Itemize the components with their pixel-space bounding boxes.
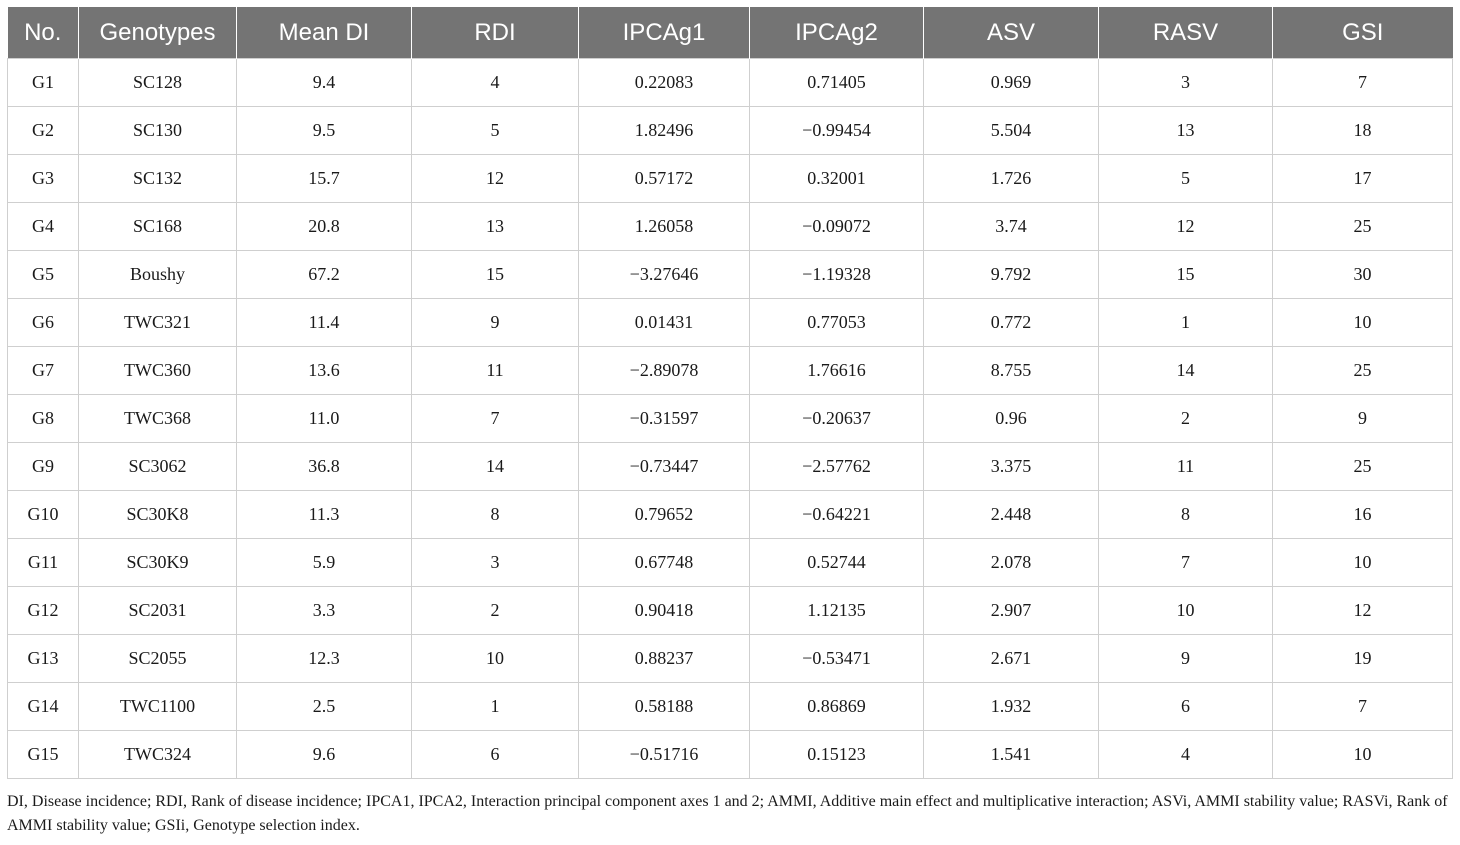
cell-ipcag1: −0.31597 — [579, 395, 750, 443]
cell-genotype: SC132 — [79, 155, 237, 203]
cell-ipcag2: −0.20637 — [750, 395, 924, 443]
table-footnote: DI, Disease incidence; RDI, Rank of disease incidence; IPCA1, IPCA2, Interaction principal component axes 1 and 2; AMMI, Additive main effect and multiplicative interaction; ASVi, AMMI stability value; RASVi, Rank of AMMI stability value; GSIi, Genotype selection index. — [7, 793, 1448, 834]
cell-asv: 0.772 — [924, 299, 1099, 347]
cell-genotype: TWC321 — [79, 299, 237, 347]
cell-mean-di: 5.9 — [237, 539, 412, 587]
header-no: No. — [8, 7, 79, 59]
cell-mean-di: 20.8 — [237, 203, 412, 251]
cell-genotype: TWC360 — [79, 347, 237, 395]
cell-genotype: SC30K8 — [79, 491, 237, 539]
cell-asv: 5.504 — [924, 107, 1099, 155]
cell-asv: 2.448 — [924, 491, 1099, 539]
cell-no: G9 — [8, 443, 79, 491]
header-rasv: RASV — [1099, 7, 1273, 59]
cell-rdi: 13 — [412, 203, 579, 251]
cell-rasv: 5 — [1099, 155, 1273, 203]
cell-rdi: 1 — [412, 683, 579, 731]
cell-ipcag2: 0.86869 — [750, 683, 924, 731]
cell-gsi: 10 — [1273, 731, 1453, 779]
cell-asv: 2.907 — [924, 587, 1099, 635]
cell-ipcag2: 0.15123 — [750, 731, 924, 779]
cell-genotype: TWC324 — [79, 731, 237, 779]
cell-gsi: 19 — [1273, 635, 1453, 683]
cell-asv: 0.969 — [924, 59, 1099, 107]
cell-genotype: SC2031 — [79, 587, 237, 635]
data-table-container — [7, 7, 1452, 779]
cell-asv: 9.792 — [924, 251, 1099, 299]
cell-no: G6 — [8, 299, 79, 347]
cell-rdi: 7 — [412, 395, 579, 443]
cell-rasv: 6 — [1099, 683, 1273, 731]
cell-genotype: SC130 — [79, 107, 237, 155]
cell-no: G11 — [8, 539, 79, 587]
cell-rasv: 15 — [1099, 251, 1273, 299]
cell-gsi: 25 — [1273, 347, 1453, 395]
cell-mean-di: 11.3 — [237, 491, 412, 539]
table-row — [8, 251, 1453, 299]
cell-rdi: 3 — [412, 539, 579, 587]
cell-ipcag2: −0.64221 — [750, 491, 924, 539]
cell-rdi: 12 — [412, 155, 579, 203]
header-gsi: GSI — [1273, 7, 1453, 59]
table-row — [8, 395, 1453, 443]
cell-ipcag1: 1.82496 — [579, 107, 750, 155]
cell-gsi: 17 — [1273, 155, 1453, 203]
table-row — [8, 443, 1453, 491]
cell-gsi: 12 — [1273, 587, 1453, 635]
cell-gsi: 7 — [1273, 683, 1453, 731]
cell-genotype: SC30K9 — [79, 539, 237, 587]
cell-mean-di: 15.7 — [237, 155, 412, 203]
cell-ipcag2: 1.12135 — [750, 587, 924, 635]
table-row — [8, 731, 1453, 779]
cell-rdi: 8 — [412, 491, 579, 539]
cell-genotype: Boushy — [79, 251, 237, 299]
cell-ipcag1: 0.88237 — [579, 635, 750, 683]
cell-rasv: 9 — [1099, 635, 1273, 683]
cell-mean-di: 9.5 — [237, 107, 412, 155]
cell-mean-di: 9.4 — [237, 59, 412, 107]
cell-no: G2 — [8, 107, 79, 155]
cell-no: G3 — [8, 155, 79, 203]
table-row — [8, 107, 1453, 155]
cell-gsi: 10 — [1273, 539, 1453, 587]
cell-ipcag1: −2.89078 — [579, 347, 750, 395]
cell-rasv: 3 — [1099, 59, 1273, 107]
cell-asv: 3.375 — [924, 443, 1099, 491]
cell-ipcag2: −1.19328 — [750, 251, 924, 299]
cell-ipcag1: 0.01431 — [579, 299, 750, 347]
header-mean-di: Mean DI — [237, 7, 412, 59]
cell-ipcag1: 1.26058 — [579, 203, 750, 251]
cell-asv: 2.078 — [924, 539, 1099, 587]
cell-rasv: 12 — [1099, 203, 1273, 251]
cell-mean-di: 67.2 — [237, 251, 412, 299]
cell-asv: 1.726 — [924, 155, 1099, 203]
table-row — [8, 587, 1453, 635]
cell-rdi: 2 — [412, 587, 579, 635]
cell-no: G7 — [8, 347, 79, 395]
cell-no: G15 — [8, 731, 79, 779]
cell-ipcag1: 0.58188 — [579, 683, 750, 731]
cell-ipcag2: 0.77053 — [750, 299, 924, 347]
cell-mean-di: 9.6 — [237, 731, 412, 779]
header-ipcag2: IPCAg2 — [750, 7, 924, 59]
cell-genotype: SC2055 — [79, 635, 237, 683]
cell-ipcag2: 1.76616 — [750, 347, 924, 395]
header-rdi: RDI — [412, 7, 579, 59]
cell-asv: 1.541 — [924, 731, 1099, 779]
table-row — [8, 203, 1453, 251]
cell-no: G14 — [8, 683, 79, 731]
cell-gsi: 10 — [1273, 299, 1453, 347]
cell-rasv: 13 — [1099, 107, 1273, 155]
cell-mean-di: 2.5 — [237, 683, 412, 731]
cell-mean-di: 3.3 — [237, 587, 412, 635]
table-row — [8, 539, 1453, 587]
cell-asv: 8.755 — [924, 347, 1099, 395]
cell-mean-di: 11.0 — [237, 395, 412, 443]
table-row — [8, 155, 1453, 203]
cell-rdi: 15 — [412, 251, 579, 299]
cell-gsi: 16 — [1273, 491, 1453, 539]
cell-ipcag1: 0.57172 — [579, 155, 750, 203]
cell-asv: 1.932 — [924, 683, 1099, 731]
cell-ipcag2: −0.99454 — [750, 107, 924, 155]
cell-mean-di: 11.4 — [237, 299, 412, 347]
cell-no: G10 — [8, 491, 79, 539]
cell-ipcag1: 0.67748 — [579, 539, 750, 587]
table-row — [8, 59, 1453, 107]
cell-rasv: 14 — [1099, 347, 1273, 395]
cell-rdi: 11 — [412, 347, 579, 395]
header-row — [8, 7, 1453, 59]
cell-rasv: 1 — [1099, 299, 1273, 347]
table-body — [8, 59, 1453, 779]
cell-no: G13 — [8, 635, 79, 683]
cell-gsi: 25 — [1273, 443, 1453, 491]
cell-gsi: 18 — [1273, 107, 1453, 155]
cell-rdi: 9 — [412, 299, 579, 347]
cell-rasv: 7 — [1099, 539, 1273, 587]
cell-no: G1 — [8, 59, 79, 107]
genotype-stability-table — [7, 7, 1453, 779]
cell-rasv: 8 — [1099, 491, 1273, 539]
cell-ipcag2: −2.57762 — [750, 443, 924, 491]
cell-gsi: 7 — [1273, 59, 1453, 107]
cell-gsi: 9 — [1273, 395, 1453, 443]
cell-rasv: 11 — [1099, 443, 1273, 491]
header-asv: ASV — [924, 7, 1099, 59]
cell-asv: 3.74 — [924, 203, 1099, 251]
cell-ipcag2: 0.32001 — [750, 155, 924, 203]
header-ipcag1: IPCAg1 — [579, 7, 750, 59]
table-row — [8, 491, 1453, 539]
cell-rasv: 10 — [1099, 587, 1273, 635]
cell-ipcag2: −0.53471 — [750, 635, 924, 683]
cell-mean-di: 36.8 — [237, 443, 412, 491]
cell-rdi: 10 — [412, 635, 579, 683]
cell-genotype: SC3062 — [79, 443, 237, 491]
cell-rasv: 4 — [1099, 731, 1273, 779]
cell-rdi: 5 — [412, 107, 579, 155]
cell-genotype: SC168 — [79, 203, 237, 251]
cell-ipcag1: −3.27646 — [579, 251, 750, 299]
cell-mean-di: 13.6 — [237, 347, 412, 395]
cell-genotype: SC128 — [79, 59, 237, 107]
cell-ipcag2: −0.09072 — [750, 203, 924, 251]
cell-ipcag1: −0.73447 — [579, 443, 750, 491]
cell-ipcag1: 0.90418 — [579, 587, 750, 635]
cell-rasv: 2 — [1099, 395, 1273, 443]
cell-gsi: 30 — [1273, 251, 1453, 299]
table-row — [8, 683, 1453, 731]
cell-ipcag1: −0.51716 — [579, 731, 750, 779]
cell-no: G5 — [8, 251, 79, 299]
cell-rdi: 14 — [412, 443, 579, 491]
cell-gsi: 25 — [1273, 203, 1453, 251]
cell-ipcag2: 0.52744 — [750, 539, 924, 587]
table-row — [8, 347, 1453, 395]
cell-genotype: TWC368 — [79, 395, 237, 443]
cell-no: G12 — [8, 587, 79, 635]
cell-ipcag1: 0.79652 — [579, 491, 750, 539]
table-row — [8, 635, 1453, 683]
cell-mean-di: 12.3 — [237, 635, 412, 683]
cell-no: G8 — [8, 395, 79, 443]
cell-rdi: 4 — [412, 59, 579, 107]
table-row — [8, 299, 1453, 347]
cell-genotype: TWC1100 — [79, 683, 237, 731]
cell-ipcag2: 0.71405 — [750, 59, 924, 107]
cell-asv: 2.671 — [924, 635, 1099, 683]
header-genotypes: Genotypes — [79, 7, 237, 59]
cell-no: G4 — [8, 203, 79, 251]
cell-asv: 0.96 — [924, 395, 1099, 443]
cell-rdi: 6 — [412, 731, 579, 779]
cell-ipcag1: 0.22083 — [579, 59, 750, 107]
